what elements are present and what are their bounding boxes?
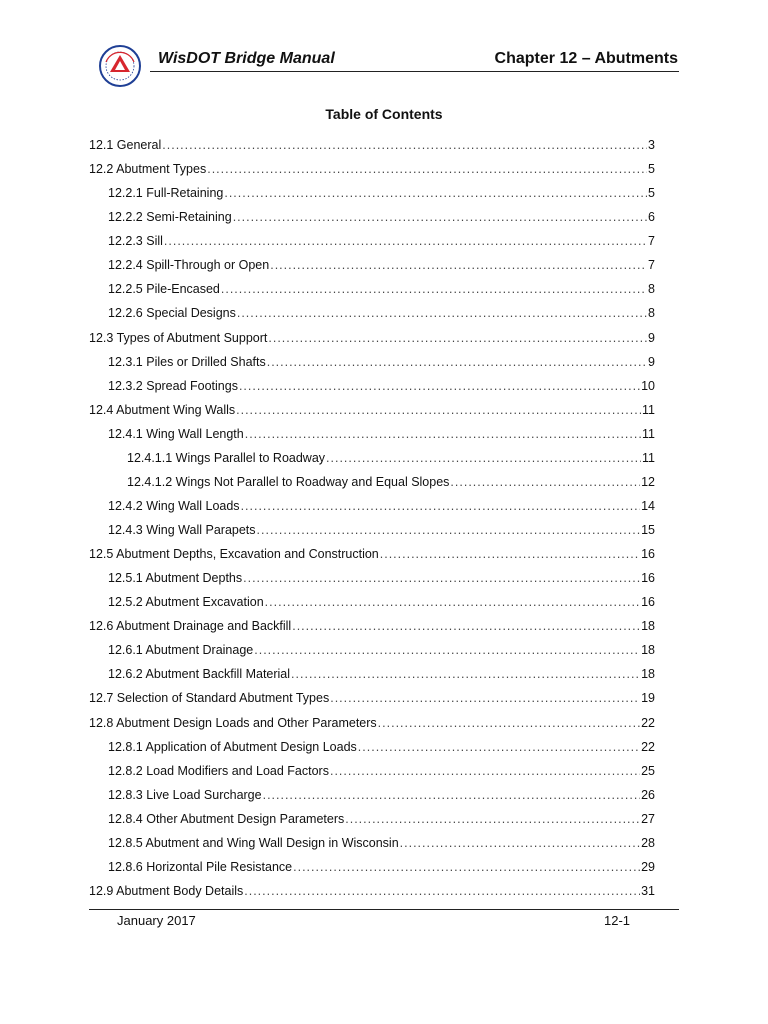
toc-leader-dots — [207, 162, 647, 176]
toc-entry-title: 12.3.1 Piles or Drilled Shafts — [108, 354, 266, 369]
toc-entry-page: 5 — [648, 162, 655, 177]
toc-entry[interactable] — [89, 716, 655, 740]
toc-entry[interactable] — [89, 571, 655, 595]
toc-entry[interactable] — [89, 499, 655, 523]
toc-entry-page: 16 — [641, 595, 655, 610]
toc-leader-dots — [270, 258, 647, 272]
toc-entry[interactable] — [89, 138, 655, 162]
toc-entry-page: 29 — [641, 859, 655, 874]
toc-entry-title: 12.4.1.1 Wings Parallel to Roadway — [127, 450, 326, 465]
toc-entry-page: 11 — [642, 402, 655, 417]
toc-leader-dots — [345, 812, 640, 826]
toc-entry-page: 18 — [641, 643, 655, 658]
toc-entry-page: 9 — [648, 354, 655, 369]
toc-entry-page: 7 — [648, 258, 655, 273]
toc-entry-page: 31 — [641, 883, 655, 898]
toc-leader-dots — [330, 691, 640, 705]
toc-entry[interactable] — [89, 523, 655, 547]
toc-entry-title: 12.2.1 Full-Retaining — [108, 186, 224, 201]
toc-entry-page: 22 — [641, 739, 655, 754]
toc-leader-dots — [292, 619, 640, 633]
toc-leader-dots — [265, 595, 640, 609]
footer-date: January 2017 — [117, 913, 196, 928]
toc-leader-dots — [236, 403, 641, 417]
footer-page-number: 12-1 — [604, 913, 631, 928]
toc-entry-page: 10 — [641, 378, 655, 393]
toc-entry-title: 12.3 Types of Abutment Support — [89, 330, 268, 345]
toc-leader-dots — [233, 210, 647, 224]
toc-entry[interactable] — [89, 355, 655, 379]
toc-entry-page: 26 — [641, 787, 655, 802]
wisdot-seal-icon — [98, 44, 142, 88]
toc-entry[interactable] — [89, 884, 655, 908]
footer-divider — [89, 909, 679, 910]
toc-leader-dots — [293, 860, 640, 874]
toc-entry[interactable] — [89, 595, 655, 619]
toc-leader-dots — [326, 451, 641, 465]
table-of-contents — [89, 138, 655, 908]
toc-entry[interactable] — [89, 282, 655, 306]
toc-entry[interactable] — [89, 475, 655, 499]
header-divider — [150, 71, 679, 72]
toc-leader-dots — [263, 788, 641, 802]
toc-entry-page: 5 — [648, 186, 655, 201]
toc-entry-title: 12.6 Abutment Drainage and Backfill — [89, 619, 292, 634]
toc-entry[interactable] — [89, 306, 655, 330]
toc-entry[interactable] — [89, 619, 655, 643]
toc-entry-title: 12.8.3 Live Load Surcharge — [108, 787, 262, 802]
toc-entry-title: 12.2.3 Sill — [108, 234, 163, 249]
toc-entry[interactable] — [89, 860, 655, 884]
toc-entry-title: 12.2.2 Semi-Retaining — [108, 210, 232, 225]
toc-entry[interactable] — [89, 691, 655, 715]
toc-entry-page: 11 — [642, 426, 655, 441]
toc-entry-title: 12.5.2 Abutment Excavation — [108, 595, 264, 610]
toc-entry-page: 7 — [648, 234, 655, 249]
toc-entry[interactable] — [89, 162, 655, 186]
toc-entry[interactable] — [89, 258, 655, 282]
toc-leader-dots — [243, 571, 640, 585]
toc-leader-dots — [268, 331, 647, 345]
toc-leader-dots — [267, 355, 647, 369]
toc-entry[interactable] — [89, 812, 655, 836]
toc-entry-title: 12.2.6 Special Designs — [108, 306, 236, 321]
toc-entry-title: 12.3.2 Spread Footings — [108, 378, 238, 393]
toc-leader-dots — [164, 234, 647, 248]
toc-entry-page: 25 — [641, 763, 655, 778]
toc-entry[interactable] — [89, 427, 655, 451]
toc-entry-title: 12.5 Abutment Depths, Excavation and Construction — [89, 547, 379, 562]
toc-entry-title: 12.8.2 Load Modifiers and Load Factors — [108, 763, 329, 778]
toc-entry[interactable] — [89, 379, 655, 403]
toc-entry-page: 28 — [641, 835, 655, 850]
toc-entry-title: 12.5.1 Abutment Depths — [108, 571, 243, 586]
toc-entry-title: 12.8.4 Other Abutment Design Parameters — [108, 811, 345, 826]
toc-entry-title: 12.6.1 Abutment Drainage — [108, 643, 254, 658]
toc-entry-title: 12.9 Abutment Body Details — [89, 883, 244, 898]
toc-entry-page: 19 — [641, 691, 655, 706]
toc-entry[interactable] — [89, 764, 655, 788]
toc-entry-page: 12 — [641, 474, 655, 489]
toc-heading: Table of Contents — [325, 106, 443, 122]
toc-entry[interactable] — [89, 403, 655, 427]
toc-entry-page: 3 — [648, 138, 655, 152]
toc-entry[interactable] — [89, 667, 655, 691]
toc-leader-dots — [224, 186, 647, 200]
toc-entry-page: 11 — [642, 450, 655, 465]
toc-leader-dots — [358, 740, 640, 754]
toc-leader-dots — [291, 667, 640, 681]
toc-leader-dots — [245, 427, 641, 441]
toc-entry[interactable] — [89, 836, 655, 860]
toc-entry-page: 9 — [648, 330, 655, 345]
toc-entry-title: 12.2 Abutment Types — [89, 162, 207, 177]
toc-entry[interactable] — [89, 740, 655, 764]
toc-entry-page: 16 — [641, 571, 655, 586]
toc-leader-dots — [237, 306, 647, 320]
toc-leader-dots — [244, 884, 640, 898]
toc-leader-dots — [400, 836, 640, 850]
toc-entry-page: 14 — [641, 498, 655, 513]
toc-leader-dots — [254, 643, 640, 657]
toc-entry-title: 12.8 Abutment Design Loads and Other Parameters — [89, 715, 377, 730]
toc-entry-page: 8 — [648, 282, 655, 297]
toc-entry-page: 22 — [641, 715, 655, 730]
toc-entry-title: 12.4 Abutment Wing Walls — [89, 402, 236, 417]
toc-entry-page: 8 — [648, 306, 655, 321]
toc-entry[interactable] — [89, 331, 655, 355]
toc-entry-title: 12.6.2 Abutment Backfill Material — [108, 667, 291, 682]
toc-entry[interactable] — [89, 451, 655, 475]
toc-entry-page: 6 — [648, 210, 655, 225]
toc-leader-dots — [239, 379, 640, 393]
manual-title: WisDOT Bridge Manual — [158, 50, 335, 67]
toc-leader-dots — [162, 138, 647, 152]
toc-leader-dots — [257, 523, 641, 537]
toc-entry-title: 12.8.6 Horizontal Pile Resistance — [108, 859, 293, 874]
toc-entry-page: 18 — [641, 667, 655, 682]
toc-entry-title: 12.4.3 Wing Wall Parapets — [108, 523, 256, 537]
toc-entry-page: 16 — [641, 547, 655, 562]
toc-leader-dots — [330, 764, 640, 778]
toc-leader-dots — [241, 499, 641, 513]
toc-entry-page: 15 — [641, 523, 655, 537]
toc-entry-title: 12.4.2 Wing Wall Loads — [108, 498, 240, 513]
toc-leader-dots — [450, 475, 640, 489]
toc-entry[interactable] — [89, 547, 655, 571]
toc-entry-title: 12.7 Selection of Standard Abutment Types — [89, 691, 330, 706]
toc-entry[interactable] — [89, 643, 655, 667]
toc-entry-title: 12.1 General — [89, 138, 162, 152]
toc-entry-title: 12.8.5 Abutment and Wing Wall Design in Wisconsin — [108, 835, 399, 850]
toc-entry-title: 12.2.4 Spill-Through or Open — [108, 258, 270, 273]
toc-leader-dots — [378, 716, 640, 730]
toc-entry-title: 12.8.1 Application of Abutment Design Loads — [108, 739, 357, 754]
toc-entry[interactable] — [89, 234, 655, 258]
toc-entry-page: 18 — [641, 619, 655, 634]
toc-entry-page: 27 — [641, 811, 655, 826]
toc-leader-dots — [221, 282, 647, 296]
toc-leader-dots — [380, 547, 640, 561]
toc-entry[interactable] — [89, 210, 655, 234]
chapter-title: Chapter 12 – Abutments — [494, 50, 678, 67]
toc-entry-title: 12.2.5 Pile-Encased — [108, 282, 220, 297]
toc-entry-title: 12.4.1.2 Wings Not Parallel to Roadway and Equal Slopes — [127, 474, 450, 489]
toc-entry[interactable] — [89, 788, 655, 812]
toc-entry-title: 12.4.1 Wing Wall Length — [108, 426, 244, 441]
toc-entry[interactable] — [89, 186, 655, 210]
